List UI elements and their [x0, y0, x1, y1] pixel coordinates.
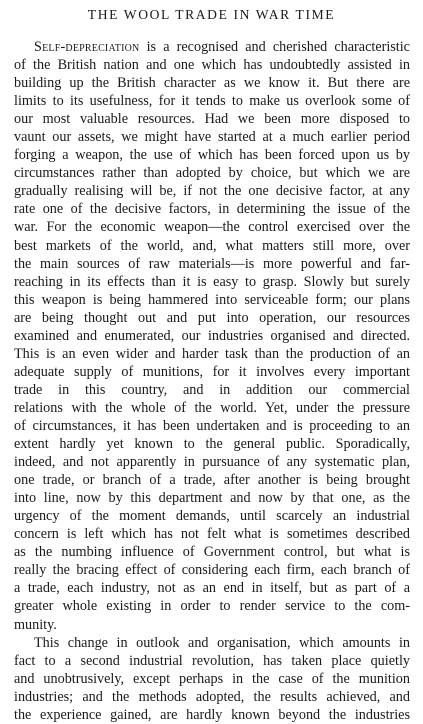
text-line: examined and enumerated, our industries organised and directed. [14, 327, 410, 344]
text-line: this weapon is being hammered into serviceable form; our plans [14, 291, 410, 308]
paragraph-2 [14, 634, 410, 724]
text-line: This change in outlook and organisation, which amounts in [34, 634, 410, 651]
lead-words: Self-depreciation [34, 39, 140, 55]
text-line: limits to its usefulness, for it tends to make us overlook some of [14, 93, 410, 110]
text-line: industries; and the methods adopted, the results achieved, and [14, 688, 410, 705]
text-line: relations with the whole of the world. Yet, under the pressure [14, 399, 410, 416]
text-line: trade in this country, and in addition our commercial [14, 381, 410, 398]
text-line: urgency of the moment demands, until scarcely an industrial [14, 508, 410, 525]
paragraph-1-first-line [14, 38, 410, 56]
page-title: THE WOOL TRADE IN WAR TIME [87, 7, 336, 22]
text-line: a trade, each industry, not as an end in itself, but as part of a [14, 580, 410, 597]
text-line: indeed, and not apparently in pursuance of any systematic plan, [14, 454, 410, 471]
text-line: as the numbing influence of Government control, but what is [14, 544, 410, 561]
text-line: This is an even wider and harder task than the production of an [14, 345, 410, 362]
text-line: fact to a second industrial revolution, has taken place quietly [14, 652, 410, 669]
text-line: concern is left which has not felt what is sometimes described [14, 526, 410, 543]
body-text [14, 38, 410, 724]
text-line: rate one of the decisive factors, in determining the issue of the [14, 201, 410, 218]
text-line: our most valuable resources. Had we been more disposed to [14, 111, 410, 128]
text-line: of the British nation and one which has undoubtedly assisted in [14, 57, 410, 74]
text-line: building up the British character as we know it. But there are [14, 75, 410, 92]
text-line: greater whole existing in order to render service to the com- [14, 598, 410, 615]
text-line: vaunt our assets, we might have started at a much earlier period [14, 129, 410, 146]
text-line: circumstances rather than adopted by choice, but which we are [14, 165, 410, 182]
text-line: into line, now by this department and now by that one, as the [14, 490, 410, 507]
text-line: of circumstances, it has been undertaken and is proceeding to an [14, 417, 410, 434]
text-line: reaching in its effects than it is easy to grasp. Slowly but surely [14, 273, 410, 290]
text-line: best markets of the world, and, what matters still more, over [14, 237, 410, 254]
text-line: war. For the economic weapon—the control exercised over the [14, 219, 410, 236]
text-line: extent hardly yet known to the general public. Sporadically, [14, 436, 410, 453]
text-line: really the bracing effect of considering each firm, each branch of [14, 562, 410, 579]
text-line: and unobtrusively, except perhaps in the case of the munition [14, 670, 410, 687]
text-line: the main sources of raw materials—is more powerful and far- [14, 255, 410, 272]
text-line: forging a weapon, the use of which has been forced upon us by [14, 147, 410, 164]
text-line: munity. [14, 616, 57, 633]
text-line: gradually realising will be, if not the one decisive factor, at any [14, 183, 410, 200]
text-line: adequate supply of munitions, for it involves every important [14, 363, 410, 380]
text-line: the experience gained, are hardly known beyond the industries [14, 706, 410, 723]
text-line: one trade, or branch of a trade, after another is being brought [14, 472, 410, 489]
paragraph-1 [14, 56, 410, 634]
first-line-rest: is a recognised and cherished characteristic [139, 39, 410, 55]
text-line: are being thought out and put into operation, our resources [14, 309, 410, 326]
